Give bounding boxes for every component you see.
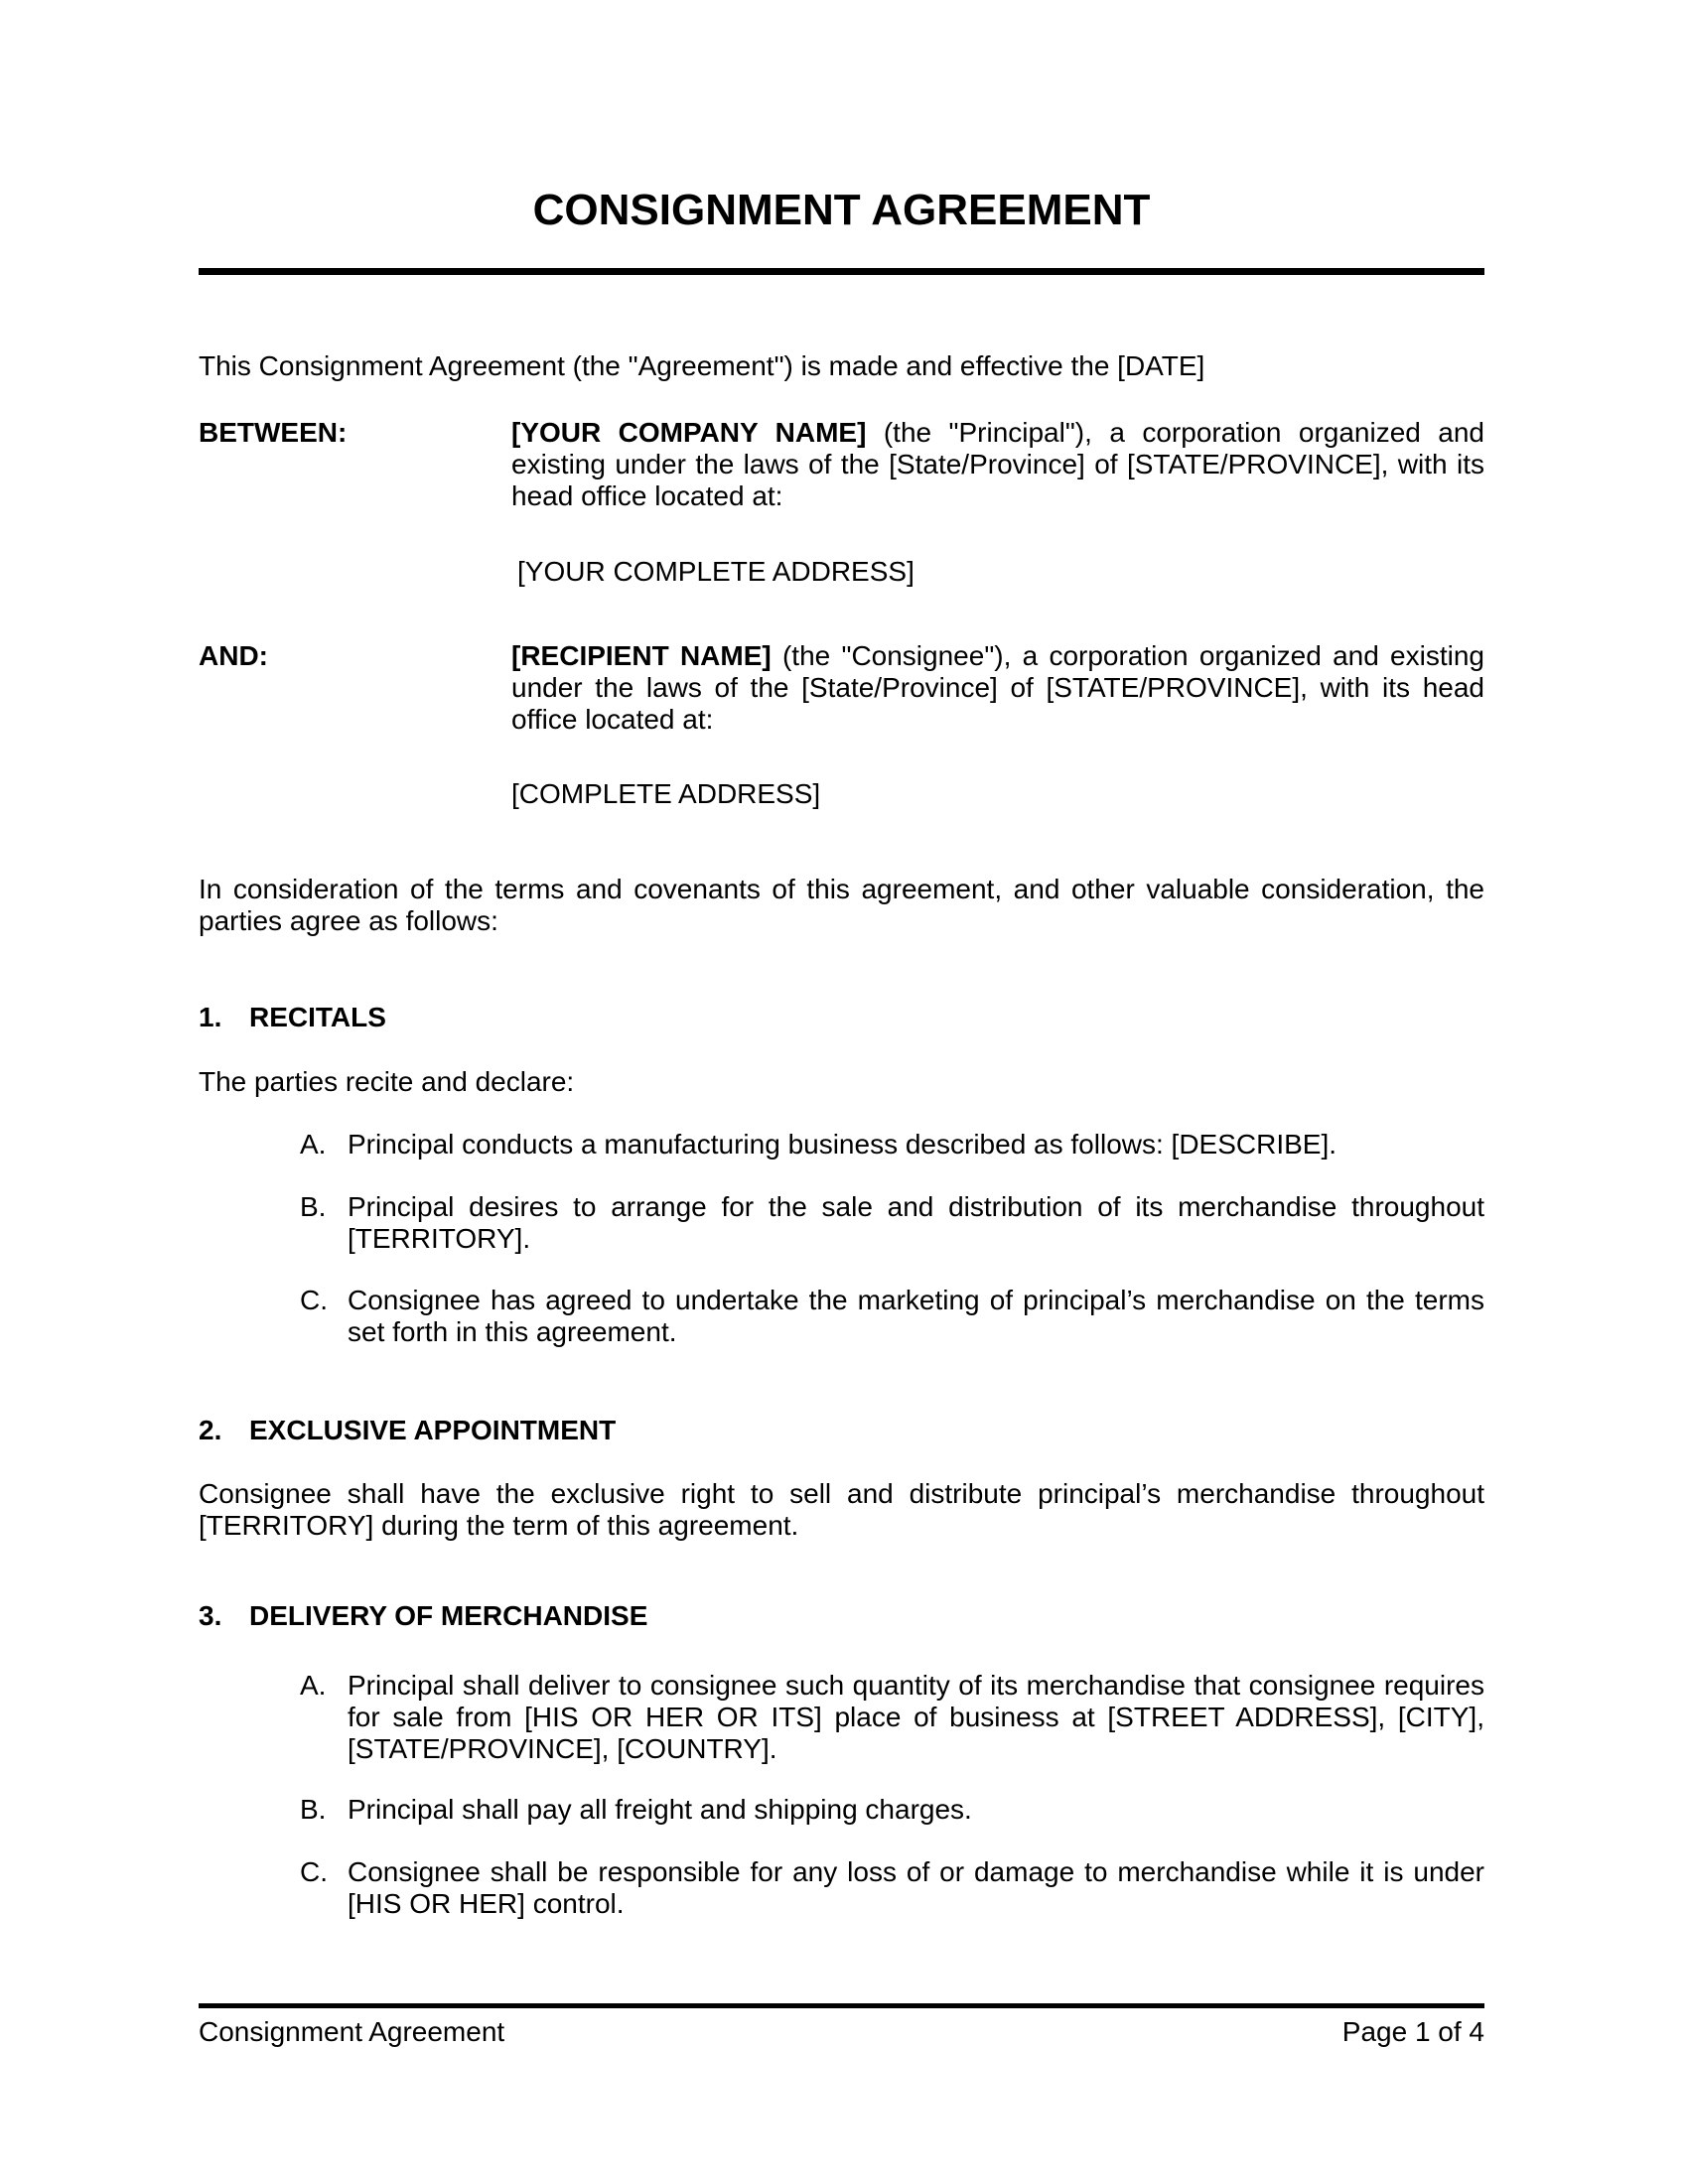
list-text xyxy=(348,1856,1484,1920)
list-line: [TERRITORY]. xyxy=(348,1223,531,1254)
section-number: 1. xyxy=(199,1002,222,1032)
consideration-paragraph xyxy=(199,874,1484,937)
consignee-address-placeholder: [COMPLETE ADDRESS] xyxy=(511,778,821,809)
list-text xyxy=(348,1794,1484,1826)
list-line: Principal shall deliver to consignee such quantity of its merchandise that consignee requires xyxy=(348,1670,1484,1701)
list-line: Principal shall pay all freight and shipping charges. xyxy=(348,1794,972,1825)
list-item xyxy=(199,1794,1484,1826)
list-text xyxy=(348,1191,1484,1255)
footer-page-number: Page 1 of 4 xyxy=(1341,2016,1484,2047)
document-title: CONSIGNMENT AGREEMENT xyxy=(532,186,1151,234)
list-text xyxy=(348,1129,1484,1160)
and-label: AND: xyxy=(199,640,268,671)
list-line: Consignee shall be responsible for any loss of or damage to merchandise while it is under xyxy=(348,1856,1484,1887)
list-line: Principal conducts a manufacturing business described as follows: [DESCRIBE]. xyxy=(348,1129,1337,1160)
title-rule xyxy=(199,268,1484,275)
between-label: BETWEEN: xyxy=(199,417,348,448)
between-party-line xyxy=(511,417,1484,449)
list-marker: C. xyxy=(300,1285,328,1315)
and-party xyxy=(511,640,1484,736)
and-block xyxy=(199,640,1484,736)
section-heading-delivery-of-merchandise xyxy=(199,1600,1484,1632)
footer-rule xyxy=(199,2003,1484,2008)
and-party-line xyxy=(511,640,1484,672)
section-title: RECITALS xyxy=(249,1002,386,1032)
list-item xyxy=(199,1191,1484,1255)
list-text xyxy=(348,1670,1484,1765)
exclusive-appointment-paragraph xyxy=(199,1478,1484,1542)
list-line: set forth in this agreement. xyxy=(348,1316,677,1347)
and-party-line: under the laws of the [State/Province] of [STATE/PROVINCE], with its head xyxy=(511,672,1484,703)
list-marker: B. xyxy=(300,1794,327,1825)
list-marker: A. xyxy=(300,1670,327,1701)
section-title: EXCLUSIVE APPOINTMENT xyxy=(249,1415,617,1445)
footer xyxy=(199,2016,1484,2048)
section-number: 2. xyxy=(199,1415,222,1445)
company-name-placeholder: [YOUR COMPANY NAME] xyxy=(511,417,867,448)
intro-paragraph: This Consignment Agreement (the "Agreement") is made and effective the [DATE] xyxy=(199,350,1205,381)
paragraph-line: [TERRITORY] during the term of this agreement. xyxy=(199,1510,799,1541)
and-party-text: (the "Consignee"), a corporation organized and existing xyxy=(771,640,1484,671)
between-party-text: (the "Principal"), a corporation organized and xyxy=(866,417,1485,448)
list-marker: C. xyxy=(300,1856,328,1887)
section-heading-exclusive-appointment xyxy=(199,1415,1484,1446)
list-item xyxy=(199,1856,1484,1920)
list-item xyxy=(199,1129,1484,1160)
paragraph-line: Consignee shall have the exclusive right to sell and distribute principal’s merchandise throughout xyxy=(199,1478,1484,1509)
list-line: [STATE/PROVINCE], [COUNTRY]. xyxy=(348,1733,777,1764)
list-line: [HIS OR HER] control. xyxy=(348,1888,625,1919)
list-text xyxy=(348,1285,1484,1348)
list-marker: B. xyxy=(300,1191,327,1222)
section-title: DELIVERY OF MERCHANDISE xyxy=(249,1600,648,1631)
recitals-lead: The parties recite and declare: xyxy=(199,1066,575,1097)
section-heading-recitals xyxy=(199,1002,1484,1033)
list-item xyxy=(199,1285,1484,1348)
list-marker: A. xyxy=(300,1129,327,1160)
between-party xyxy=(511,417,1484,512)
recipient-name-placeholder: [RECIPIENT NAME] xyxy=(511,640,772,671)
list-item xyxy=(199,1670,1484,1765)
section-number: 3. xyxy=(199,1600,222,1631)
list-line: for sale from [HIS OR HER OR ITS] place of business at [STREET ADDRESS], [CITY], xyxy=(348,1702,1484,1732)
consideration-line: parties agree as follows: xyxy=(199,905,498,936)
consideration-line: In consideration of the terms and covenants of this agreement, and other valuable consideration, the xyxy=(199,874,1484,904)
between-block xyxy=(199,417,1484,512)
and-party-line: office located at: xyxy=(511,704,714,735)
principal-address-placeholder: [YOUR COMPLETE ADDRESS] xyxy=(517,556,914,587)
between-party-line: existing under the laws of the [State/Province] of [STATE/PROVINCE], with its xyxy=(511,449,1484,479)
between-party-line: head office located at: xyxy=(511,480,783,511)
list-line: Consignee has agreed to undertake the marketing of principal’s merchandise on the terms xyxy=(348,1285,1484,1315)
footer-document-title: Consignment Agreement xyxy=(199,2016,505,2047)
list-line: Principal desires to arrange for the sale and distribution of its merchandise throughout xyxy=(348,1191,1484,1222)
